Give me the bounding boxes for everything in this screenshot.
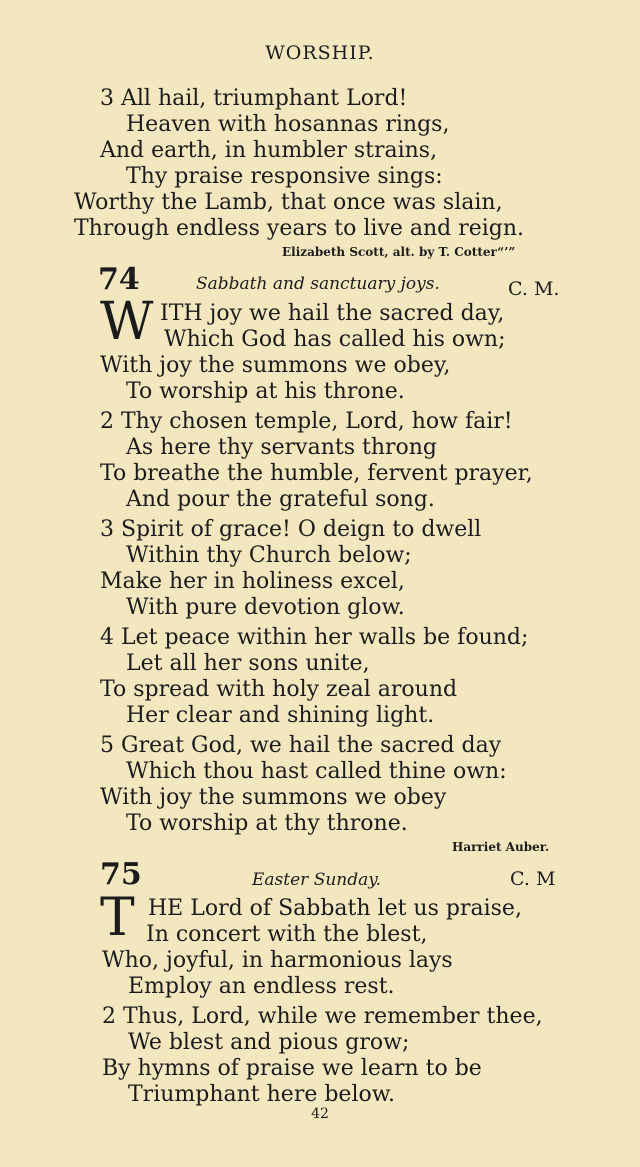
verse-line: To spread with holy zeal around: [100, 677, 458, 702]
verse-line: 3 All hail, triumphant Lord!: [100, 86, 408, 111]
verse-line: To breathe the humble, fervent prayer,: [100, 461, 533, 486]
verse-line: Which God has called his own;: [164, 327, 506, 352]
hymn-meter: C. M: [510, 868, 556, 890]
hymn-meter: C. M.: [508, 278, 560, 300]
drop-cap: W: [100, 292, 154, 352]
verse-line: Triumphant here below.: [128, 1082, 395, 1107]
verse-line: Let all her sons unite,: [126, 651, 370, 676]
hymn-title: Sabbath and sanctuary joys.: [196, 274, 440, 294]
running-header: WORSHIP.: [265, 42, 375, 64]
page-number: 42: [311, 1106, 329, 1122]
verse-line: Employ an endless rest.: [128, 974, 395, 999]
verse-line: 3 Spirit of grace! O deign to dwell: [100, 517, 482, 542]
verse-line: Which thou hast called thine own:: [126, 759, 507, 784]
verse-line: In concert with the blest,: [146, 922, 428, 947]
author-credit: Harriet Auber.: [452, 840, 550, 854]
verse-line: And pour the grateful song.: [126, 487, 435, 512]
verse-line: Within thy Church below;: [126, 543, 412, 568]
verse-line: With pure devotion glow.: [126, 595, 405, 620]
verse-line: To worship at thy throne.: [126, 811, 408, 836]
verse-line: We blest and pious grow;: [128, 1030, 410, 1055]
verse-line: As here thy servants throng: [126, 435, 438, 460]
verse-line: 4 Let peace within her walls be found;: [100, 625, 529, 650]
verse-line: Her clear and shining light.: [126, 703, 435, 728]
verse-line: 2 Thy chosen temple, Lord, how fair!: [100, 409, 513, 434]
verse-line: ITH joy we hail the sacred day,: [160, 301, 505, 326]
verse-line: Heaven with hosannas rings,: [126, 112, 450, 137]
verse-line: With joy the summons we obey: [100, 785, 447, 810]
verse-line: 2 Thus, Lord, while we remember thee,: [102, 1004, 543, 1029]
verse-line: Through endless years to live and reign.: [74, 216, 525, 241]
drop-cap: T: [100, 888, 135, 948]
verse-line: Make her in holiness excel,: [100, 569, 405, 594]
verse-line: And earth, in humbler strains,: [100, 138, 438, 163]
verse-line: 5 Great God, we hail the sacred day: [100, 733, 502, 758]
hymn-title: Easter Sunday.: [252, 870, 382, 890]
verse-line: Worthy the Lamb, that once was slain,: [74, 190, 503, 215]
verse-line: By hymns of praise we learn to be: [102, 1056, 482, 1081]
verse-line: Who, joyful, in harmonious lays: [102, 948, 453, 973]
verse-line: With joy the summons we obey,: [100, 353, 451, 378]
verse-line: HE Lord of Sabbath let us praise,: [148, 896, 522, 921]
hymn-number: 74: [98, 262, 140, 297]
author-credit: Elizabeth Scott, alt. by T. Cotter“’”: [282, 245, 516, 259]
verse-line: Thy praise responsive sings:: [126, 164, 443, 189]
hymn-number: 75: [100, 857, 142, 892]
verse-line: To worship at his throne.: [126, 379, 405, 404]
